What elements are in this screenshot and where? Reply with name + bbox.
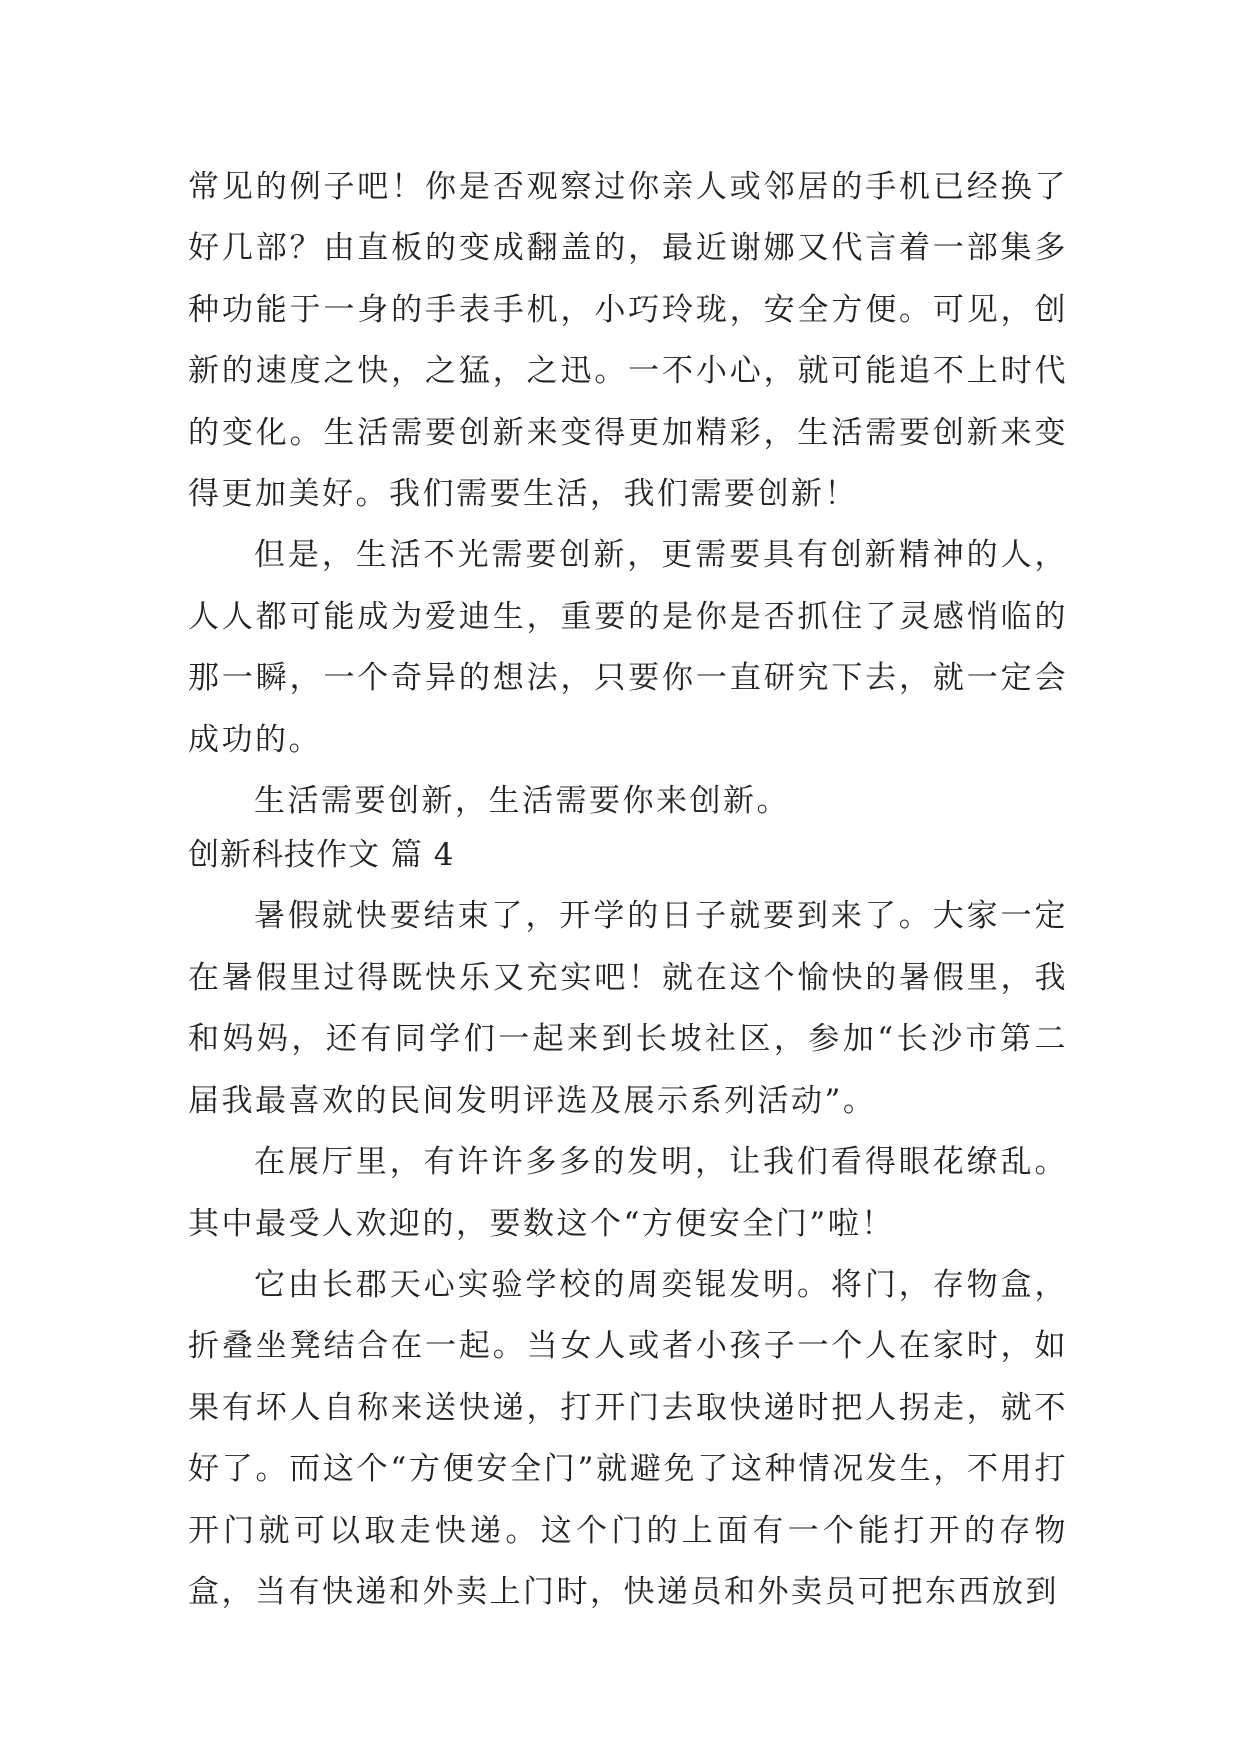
- section-heading: 创新科技作文 篇 4: [188, 837, 455, 874]
- paragraph-continued: 常见的例子吧！你是否观察过你亲人或邻居的手机已经换了好几部？由直板的变成翻盖的，最近谢娜又代言着一部集多种功能于一身的手表手机，小巧玲珑，安全方便。可见，创新的速度之快，之猛，之迅。一不小心，就可能追不上时代的变化。生活需要创新来变得更加精彩，生活需要创新来变得更加美好。我们需要生活，我们需要创新！: [188, 169, 1068, 513]
- document-body: [188, 157, 1068, 1623]
- paragraph: 它由长郡天心实验学校的周奕锟发明。将门，存物盒，折叠坐凳结合在一起。当女人或者小孩子一个人在家时，如果有坏人自称来送快递，打开门去取快递时把人拐走，就不好了。而这个“方便安全门”就避免了这种情况发生，不用打开门就可以取走快递。这个门的上面有一个能打开的存物盒，当有快递和外卖上门时，快递员和外卖员可把东西放到: [188, 1266, 1068, 1610]
- paragraph: 在展厅里，有许许多多的发明，让我们看得眼花缭乱。其中最受人欢迎的，要数这个“方便安全门”啦！: [188, 1144, 1068, 1242]
- paragraph: 暑假就快要结束了，开学的日子就要到来了。大家一定在暑假里过得既快乐又充实吧！就在这个愉快的暑假里，我和妈妈，还有同学们一起来到长坡社区，参加“长沙市第二届我最喜欢的民间发明评选及展示系列活动”。: [188, 898, 1068, 1119]
- paragraph: 但是，生活不光需要创新，更需要具有创新精神的人，人人都可能成为爱迪生，重要的是你是否抓住了灵感悄临的那一瞬，一个奇异的想法，只要你一直研究下去，就一定会成功的。: [188, 537, 1068, 758]
- paragraph: 生活需要创新，生活需要你来创新。: [254, 783, 790, 820]
